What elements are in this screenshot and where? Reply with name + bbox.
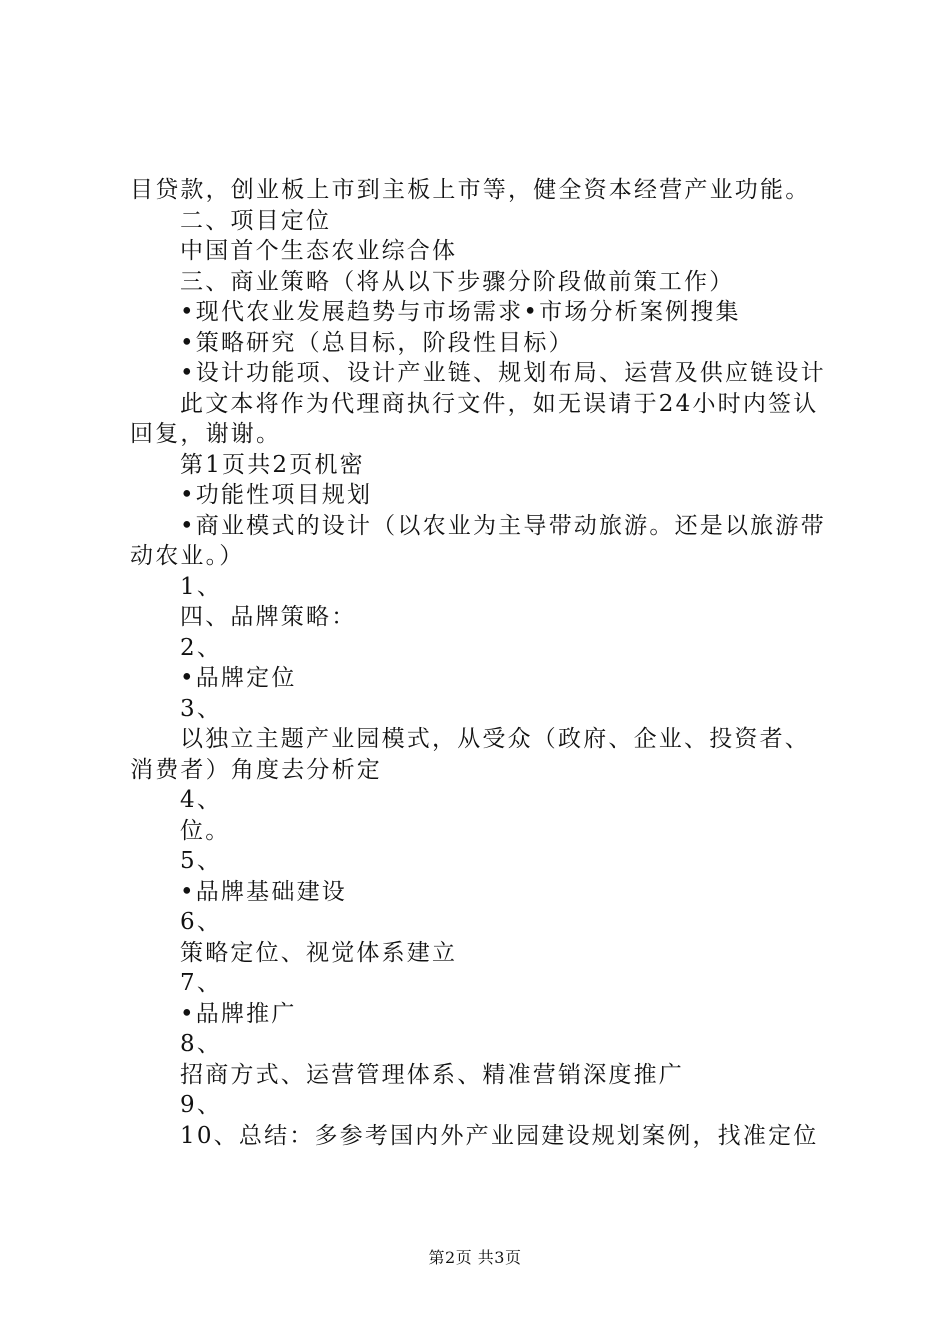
bullet-item: •商业模式的设计（以农业为主导带动旅游。还是以旅游带动农业。） xyxy=(130,512,826,569)
bullet-item: •功能性项目规划 xyxy=(180,482,373,508)
section-heading-strategy: 三、商业策略（将从以下步骤分阶段做前策工作） xyxy=(180,268,735,295)
paragraph: 目贷款，创业板上市到主板上市等，健全资本经营产业功能。 xyxy=(130,177,811,203)
bullet-item: •品牌推广 xyxy=(180,1000,297,1027)
bullet-item: •现代农业发展趋势与市场需求•市场分析案例搜集 xyxy=(180,299,741,325)
section-heading-brand: 四、品牌策略： xyxy=(180,604,357,630)
list-number: 7、 xyxy=(180,970,223,996)
bullet-item: •设计功能项、设计产业链、规划布局、运营及供应链设计 xyxy=(180,360,826,386)
bullet-item: •品牌定位 xyxy=(180,665,297,691)
paragraph: 以独立主题产业园模式，从受众（政府、企业、投资者、消费者）角度去分析定 xyxy=(130,726,810,783)
paragraph: 10、总结：多参考国内外产业园建设规划案例，找准定位 xyxy=(180,1122,819,1149)
list-number: 1、 xyxy=(180,573,223,600)
section-heading-positioning: 二、项目定位 xyxy=(180,207,332,234)
bullet-item: •品牌基础建设 xyxy=(180,878,347,905)
list-number: 5、 xyxy=(180,848,223,874)
list-number: 6、 xyxy=(180,909,223,935)
paragraph: 招商方式、运营管理体系、精准营销深度推广 xyxy=(180,1061,684,1088)
bullet-item: •策略研究（总目标，阶段性目标） xyxy=(180,329,574,356)
paragraph: 第1页共2页机密 xyxy=(180,451,365,478)
page-number-label: 第2页 共3页 xyxy=(428,1248,522,1267)
page-footer xyxy=(0,1245,950,1268)
list-number: 4、 xyxy=(180,787,223,813)
list-number: 2、 xyxy=(180,634,223,661)
paragraph: 策略定位、视觉体系建立 xyxy=(180,939,458,966)
list-number: 9、 xyxy=(180,1092,223,1118)
list-number: 3、 xyxy=(180,695,223,722)
document-body xyxy=(130,175,835,1151)
paragraph: 此文本将作为代理商执行文件，如无误请于24小时内签认回复，谢谢。 xyxy=(130,390,819,447)
paragraph: 中国首个生态农业综合体 xyxy=(180,238,458,264)
paragraph: 位。 xyxy=(180,817,231,844)
list-number: 8、 xyxy=(180,1031,223,1057)
